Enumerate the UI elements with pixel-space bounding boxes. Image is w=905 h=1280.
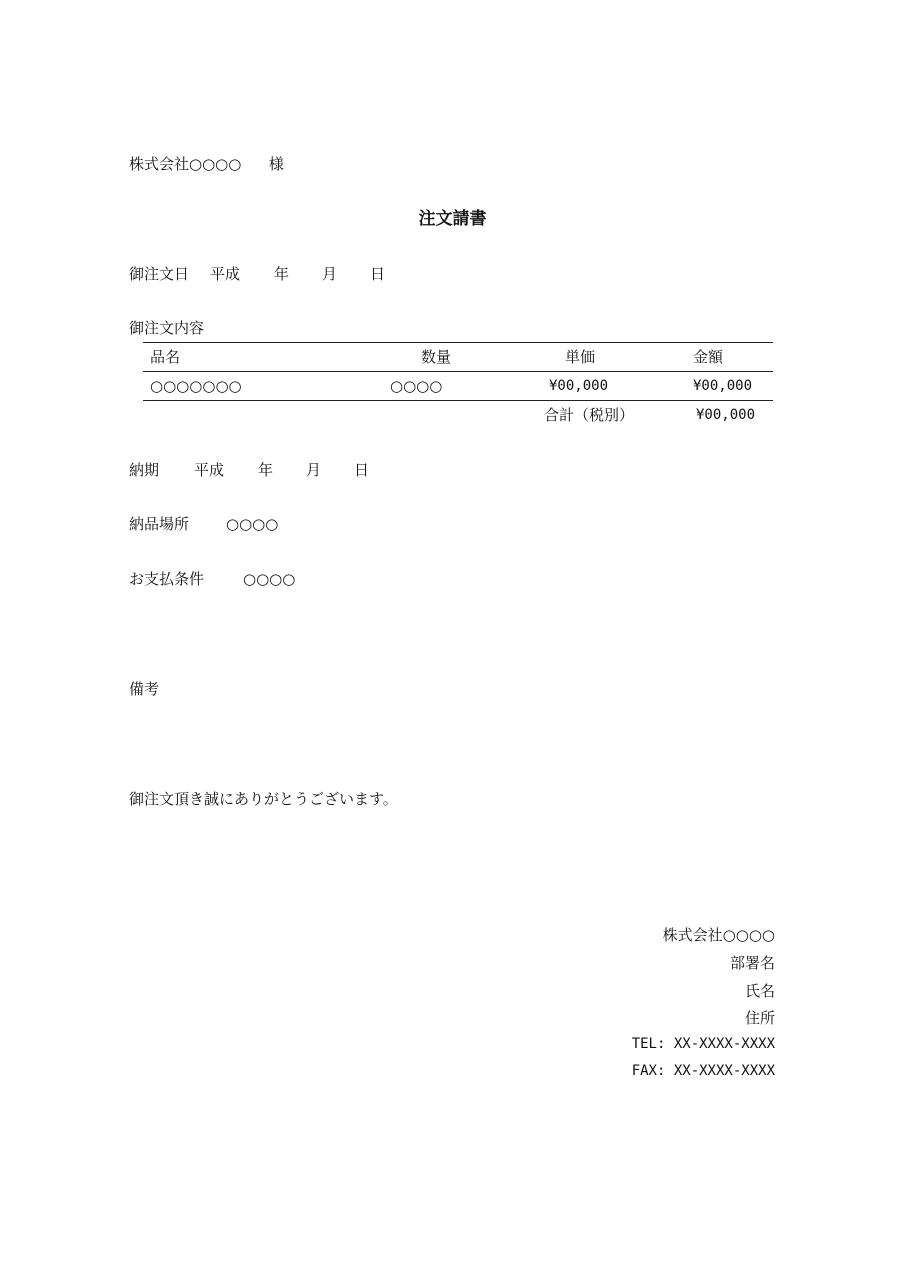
order-contents-label: 御注文内容: [129, 319, 205, 337]
row-item-name: ○○○○○○○: [150, 377, 242, 395]
recipient-honorific: 様: [268, 155, 284, 173]
delivery-place-label: 納品場所: [129, 515, 190, 533]
delivery-date-month-unit: 月: [306, 461, 322, 479]
sender-name: 氏名: [744, 982, 775, 1000]
order-date-year-unit: 年: [274, 265, 290, 283]
header-amount: 金額: [693, 348, 724, 366]
order-date-label: 御注文日: [129, 265, 190, 283]
payment-terms-label: お支払条件: [129, 570, 205, 588]
header-unit-price: 単価: [565, 348, 596, 366]
sender-company: 株式会社○○○○: [662, 926, 775, 944]
header-quantity: 数量: [421, 348, 452, 366]
total-label: 合計（税別）: [544, 406, 635, 424]
delivery-date-year-unit: 年: [258, 461, 274, 479]
table-header-rule: [143, 371, 773, 372]
order-date-month-unit: 月: [322, 265, 338, 283]
delivery-place-value: ○○○○: [226, 515, 279, 533]
sender-department: 部署名: [729, 954, 775, 972]
header-item-name: 品名: [150, 348, 181, 366]
order-date-day-unit: 日: [370, 265, 386, 283]
row-amount: ¥00,000: [693, 378, 753, 394]
sender-tel: TEL: XX-XXXX-XXXX: [631, 1036, 775, 1052]
thanks-message: 御注文頂き誠にありがとうございます。: [129, 790, 398, 808]
recipient-line: [129, 154, 284, 174]
delivery-date-era: 平成: [194, 461, 225, 479]
row-unit-price: ¥00,000: [549, 378, 609, 394]
delivery-date-day-unit: 日: [354, 461, 370, 479]
row-quantity: ○○○○: [390, 377, 443, 395]
table-top-rule: [143, 342, 773, 343]
sender-address: 住所: [744, 1009, 775, 1027]
document-title: 注文請書: [418, 209, 487, 229]
order-date-era: 平成: [210, 265, 241, 283]
sender-fax: FAX: XX-XXXX-XXXX: [631, 1063, 775, 1079]
recipient-company: 株式会社○○○○: [129, 155, 242, 173]
payment-terms-value: ○○○○: [243, 570, 296, 588]
delivery-date-label: 納期: [129, 461, 160, 479]
remarks-label: 備考: [129, 680, 160, 698]
total-value: ¥00,000: [696, 407, 756, 423]
table-bottom-rule: [143, 400, 773, 401]
